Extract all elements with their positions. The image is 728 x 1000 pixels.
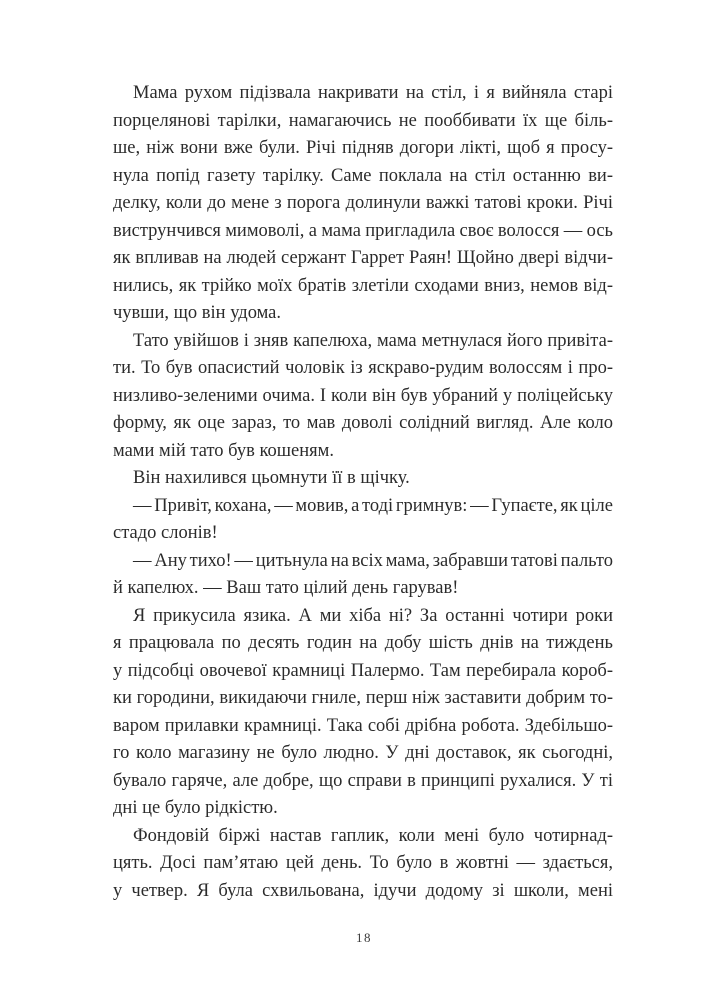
paragraph [113,328,613,466]
paragraph [113,823,613,906]
text-line: Мама рухом підізвала накривати на стіл, і я вийняла старі [133,83,613,103]
paragraph [113,80,613,328]
text-line: нились, як трійко моїх братів злетіли сходами вниз, немов від- [113,275,613,296]
paragraph [113,493,613,548]
text-line: Він нахилився цьомнути її в щічку. [133,468,410,488]
text-line: нула попід газету тарілку. Саме поклала на стіл останню ви- [113,165,613,186]
text-line: Тато увійшов і зняв капелюха, мама метнулася його привіта- [133,330,613,351]
text-line: го коло магазину не було людно. У дні доставок, як сьогодні, [113,743,613,763]
paragraph [113,548,613,603]
text-line: ше, ніж вони вже були. Річі підняв догори лікті, щоб я просу- [113,138,613,158]
text-line: — Ану тихо! — цитьнула на всіх мама, забравши татові пальто [133,550,613,571]
text-line: я працювала по десять годин на добу шість днів на тиждень [113,633,613,653]
text-line: у четвер. Я була схвильована, ідучи додому зі школи, мені [113,880,613,901]
text-line: як впливав на людей сержант Гаррет Раян! Щойно двері відчи- [113,248,613,268]
text-line: й капелюх. — Ваш тато цілий день гарував! [113,578,459,598]
page-number: 18 [356,930,372,945]
body-text [113,80,613,905]
text-line: бувало гаряче, але добре, що справи в принципі рухалися. У ті [113,770,613,791]
paragraph [113,603,613,823]
text-line: стадо слонів! [113,523,218,543]
text-line: ти. То був опасистий чоловік із яскраво-рудим волоссям і про- [113,358,613,378]
text-line: цять. Досі пам’ятаю цей день. То було в жовтні — здається, [113,853,613,873]
text-line: мами мій тато був кошеням. [113,440,334,461]
text-line: Я прикусила язика. А ми хіба ні? За останні чотири роки [133,605,613,626]
text-line: ки городини, викидаючи гниле, перш ніж заставити добрим то- [113,688,613,708]
text-line: — Привіт, кохана, — мовив, а тоді гримнув: — Гупаєте, як ціле [133,495,613,516]
text-line: Фондовій біржі настав гаплик, коли мені було чотирнад- [133,825,613,846]
text-line: варом прилавки крамниці. Така собі дрібна робота. Здебільшо- [113,715,613,736]
text-line: делку, коли до мене з порога долинули важкі татові кроки. Річі [113,193,613,213]
text-line: виструнчився мимоволі, а мама пригладила своє волосся — ось [113,220,613,241]
text-line: форму, як оце зараз, то мав доволі солідний вигляд. Але коло [113,413,613,433]
text-line: у підсобці овочевої крамниці Палермо. Там перебирала короб- [113,660,613,681]
text-line: чувши, що він удома. [113,303,282,323]
text-line: дні це було рідкістю. [113,798,278,818]
text-line: низливо-зеленими очима. І коли він був убраний у поліцейську [113,385,613,406]
text-line: порцелянові тарілки, намагаючись не пооббивати їх ще біль- [113,110,613,131]
paragraph [113,465,613,493]
